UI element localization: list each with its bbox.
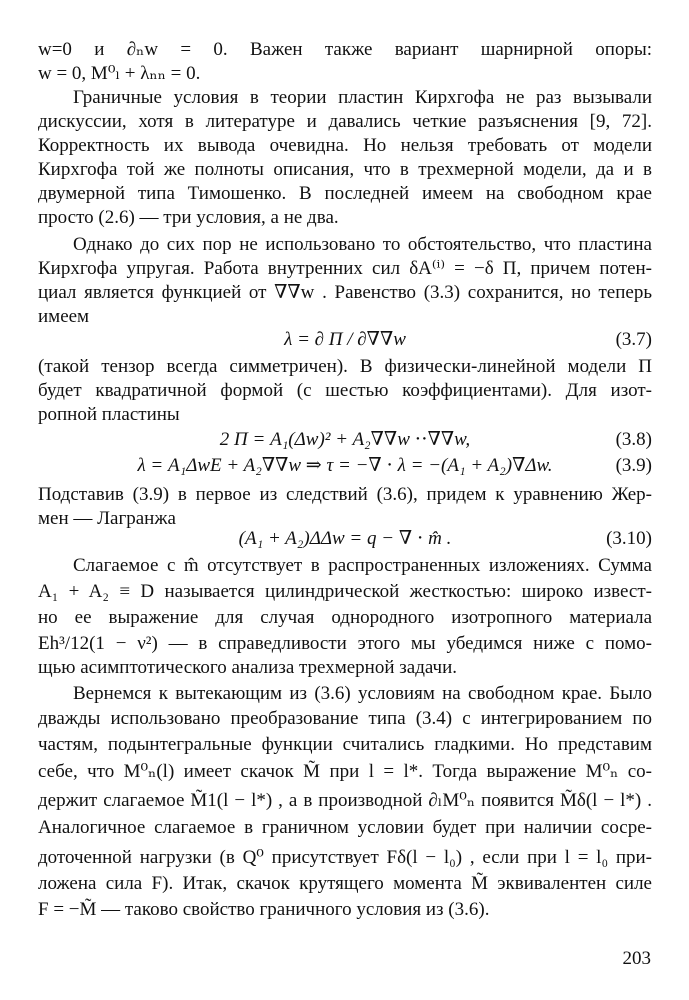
equation-3-10 [38,527,652,551]
text-line: но ее выражение для случая однородного изотропного материала [38,607,652,628]
paragraph-first-line: Однако до сих пор не использовано то обстоятельство, что пластина [73,234,652,255]
equation-body: λ = ∂ Π / ∂∇∇w [284,329,406,350]
text-line: ропной пластины [38,404,180,425]
equation-3-9 [38,454,652,478]
text-line: w = 0, M⁰ₗ + λₙₙ = 0. [38,63,201,84]
text-line: доточенной нагрузки (в Q⁰ присутствует Fδ(l − l₀) , если при l = l₀ при- [38,847,652,868]
text-line: Кирхгофа той же полноты описания, что в трехмерной модели, да и в [38,159,652,180]
text-line: частям, подынтегральные функции считались гладкими. Но представим [38,734,652,755]
equation-number: (3.8) [615,429,652,450]
text-line: Eh³/12(1 − ν²) — в справедливости этого мы убедимся ниже с помо- [38,633,652,654]
paragraph-first-line: Вернемся к вытекающим из (3.6) условиям на свободном крае. Было [73,683,652,704]
text-line: циал является функцией от ∇∇w . Равенство (3.3) сохранится, но теперь [38,282,652,303]
text-line: Подставив (3.9) в первое из следствий (3.6), придем к уравнению Жер- [38,484,652,505]
page-number: 203 [622,948,651,969]
text-line: Аналогичное слагаемое в граничном условии будет при наличии сосре- [38,817,652,838]
text-line: себе, что M⁰ₙ(l) имеет скачок M̃ при l = l*. Тогда выражение M⁰ₙ со- [38,761,652,782]
paragraph-first-line: Граничные условия в теории пластин Кирхгофа не раз вызывали [73,87,652,108]
text-line: мен — Лагранжа [38,508,176,529]
text-line: имеем [38,306,90,327]
text-line: (такой тензор всегда симметричен). В физически-линейной модели Π [38,356,652,377]
text-line: Корректность их вывода очевидна. Но нельзя требовать от модели [38,135,652,156]
equation-3-7 [38,328,652,352]
equation-body: λ = A₁ΔwE + A₂∇∇w ⇒ τ = −∇ ⋅ λ = −(A₁ + A₂)∇Δw. [137,455,553,476]
paragraph-first-line: Слагаемое с m̂ отсутствует в распространенных изложениях. Сумма [73,555,652,576]
equation-3-8 [38,428,652,452]
text-line: дискуссии, хотя в литературе и давались четкие разъяснения [9, 72]. [38,111,652,132]
equation-number: (3.10) [606,528,652,549]
equation-body: 2 Π = A₁(Δw)² + A₂∇∇w ⋅⋅∇∇w, [219,429,471,450]
text-line: w=0 и ∂ₙw = 0. Важен также вариант шарнирной опоры: [38,39,652,60]
text-line: щью асимптотического анализа трехмерной задачи. [38,657,458,678]
equation-number: (3.7) [615,329,652,350]
text-line: двумерной типа Тимошенко. В последней имеем на свободном крае [38,183,652,204]
text-line: A₁ + A₂ ≡ D называется цилиндрической жесткостью: широко извест- [38,581,652,602]
text-line: Кирхгофа упругая. Работа внутренних сил δA⁽ⁱ⁾ = −δ Π, причем потен- [38,258,652,279]
equation-number: (3.9) [615,455,652,476]
text-line: F = −M̃ — таково свойство граничного условия из (3.6). [38,899,490,920]
text-line: будет квадратичной формой (с шестью коэффициентами). Для изот- [38,380,652,401]
equation-body: (A₁ + A₂)ΔΔw = q − ∇ ⋅ m̂ . [238,528,452,549]
text-line: ложена сила F). Итак, скачок крутящего момента M̃ эквивалентен силе [38,873,652,894]
text-line: просто (2.6) — три условия, а не два. [38,207,339,228]
text-line: держит слагаемое M̃1(l − l*) , а в производной ∂ₗM⁰ₙ появится M̃δ(l − l*) . [38,790,652,811]
text-line: дважды использовано преобразование типа (3.4) с интегрированием по [38,708,652,729]
